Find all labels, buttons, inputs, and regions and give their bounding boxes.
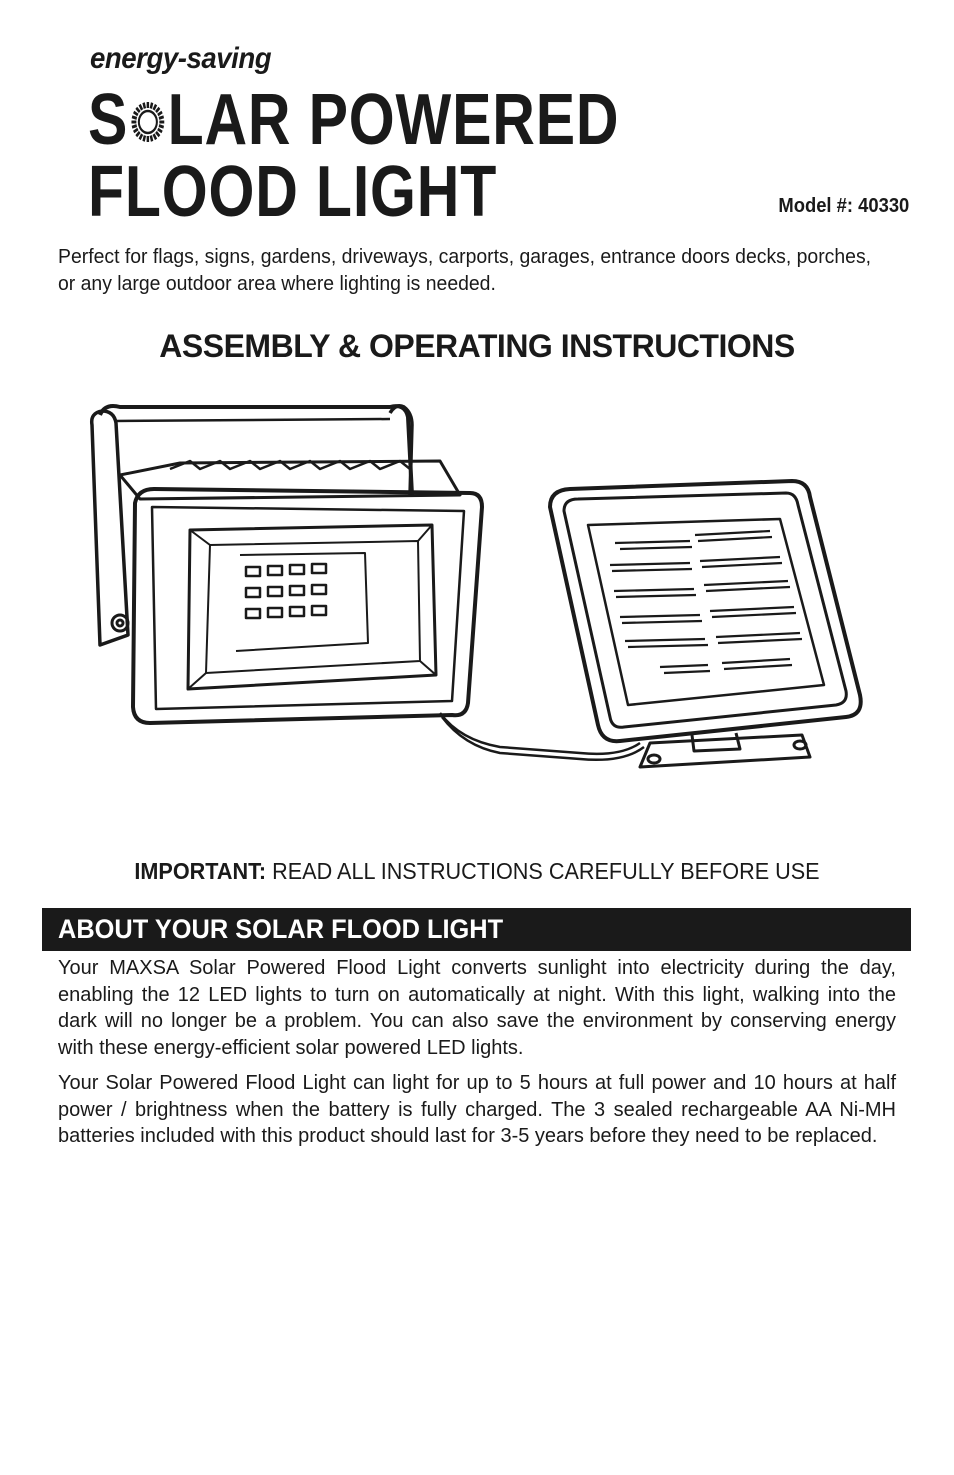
- important-notice: [29, 858, 926, 885]
- sun-ray: [159, 126, 164, 128]
- about-paragraph-1: Your MAXSA Solar Powered Flood Light converts sunlight into electricity during the day, enabling the 12 LED lights to turn on automatically at night. With this light, walking into the dark will no longer be a problem. You can also save the environment by conserving energy with these energy-efficient solar powered LED lights.: [58, 957, 896, 1059]
- sun-ray: [132, 117, 137, 119]
- about-section-header: [42, 908, 911, 951]
- title-line1-rest: LAR POWERED: [167, 80, 620, 160]
- sun-ray: [158, 112, 162, 115]
- sun-ray: [156, 132, 159, 136]
- about-paragraph-2: Your Solar Powered Flood Light can light for up to 5 hours at full power and 10 hours at half power / brightness when the battery is fully charged. The 3 sealed rechargeable AA Ni-MH batteries included with this product should last for 3-5 years before they need to be replaced.: [58, 1072, 896, 1147]
- product-title-line2: FLOOD LIGHT: [88, 152, 498, 232]
- sun-ray: [144, 103, 145, 109]
- sun-ray: [140, 134, 142, 139]
- intro-text: Perfect for flags, signs, gardens, driveways, carports, garages, entrance doors decks, porches, or any large outdoor area where lighting is needed.: [58, 246, 872, 295]
- sun-ray: [158, 129, 162, 132]
- sun-ray: [136, 132, 139, 136]
- sun-ray: [151, 103, 152, 109]
- tagline: energy-saving: [90, 42, 272, 75]
- about-heading: ABOUT YOUR SOLAR FLOOD LIGHT: [58, 914, 504, 944]
- sun-ray: [134, 112, 138, 115]
- sun-icon: [128, 92, 167, 148]
- sun-ray: [151, 136, 152, 142]
- important-text: READ ALL INSTRUCTIONS CAREFULLY BEFORE USE: [266, 858, 820, 884]
- sun-ray: [156, 108, 159, 112]
- sun-ray: [144, 136, 145, 142]
- important-label: IMPORTANT:: [134, 858, 267, 884]
- model-number: Model #: 40330: [778, 195, 909, 217]
- product-title-line1: [88, 80, 620, 160]
- sun-ray: [154, 105, 156, 110]
- sun-ray: [159, 117, 164, 119]
- sun-ray: [154, 134, 156, 139]
- title-letter-s: S: [88, 80, 129, 160]
- sun-ray: [136, 108, 139, 112]
- sun-ray: [132, 126, 137, 128]
- sun-ray: [140, 105, 142, 110]
- sun-ray: [134, 129, 138, 132]
- solar-flood-light-illustration: [80, 395, 880, 790]
- instructions-heading: ASSEMBLY & OPERATING INSTRUCTIONS: [159, 328, 795, 364]
